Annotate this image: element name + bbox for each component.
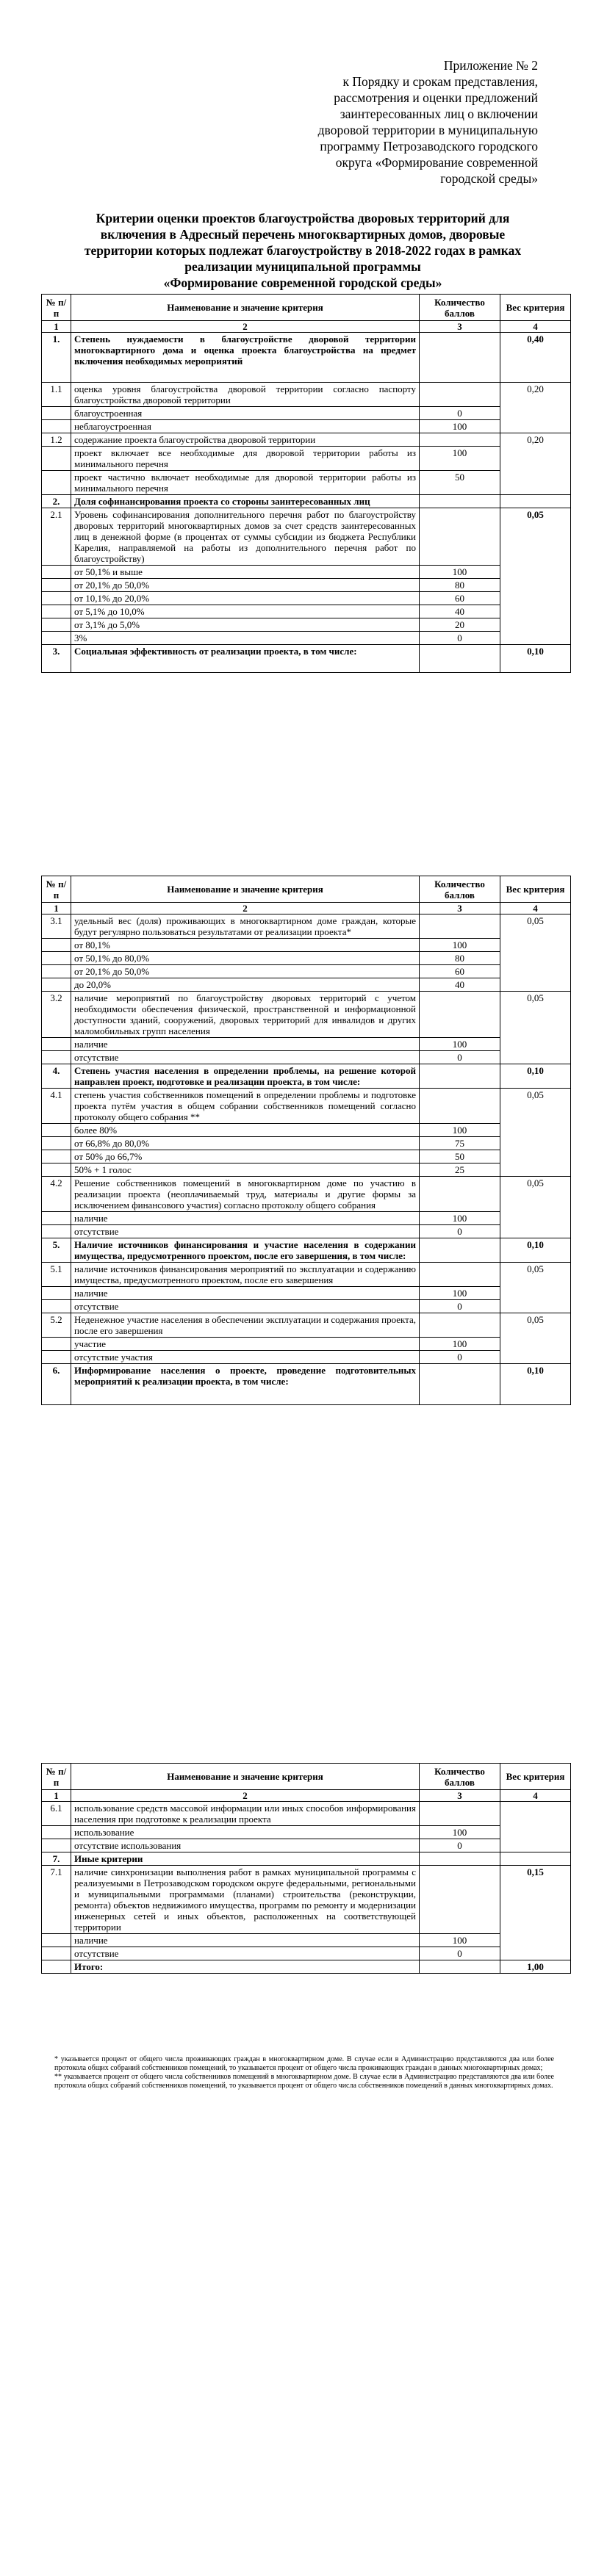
criterion-text: Социальная эффективность от реализации проекта, в том числе: bbox=[71, 645, 420, 673]
row-number: 5.2 bbox=[42, 1313, 71, 1338]
table-row bbox=[42, 471, 571, 495]
appendix-line: рассмотрения и оценки предложений bbox=[334, 90, 538, 105]
appendix-block bbox=[279, 57, 538, 187]
row-number bbox=[42, 605, 71, 618]
column-number: 1 bbox=[42, 321, 71, 333]
points-cell: 0 bbox=[420, 1225, 500, 1238]
option-label: наличие bbox=[71, 1934, 420, 1947]
row-number: 5.1 bbox=[42, 1263, 71, 1287]
row-number bbox=[42, 1338, 71, 1351]
points-cell: 25 bbox=[420, 1163, 500, 1177]
table-header-row bbox=[42, 295, 571, 321]
points-cell bbox=[420, 1064, 500, 1089]
points-cell: 0 bbox=[420, 1947, 500, 1960]
criterion-text: наличие источников финансирования мероприятий по эксплуатации и содержанию имущества, предусмотренного проектом, после его завершения bbox=[71, 1263, 420, 1287]
criterion-text: Иные критерии bbox=[71, 1852, 420, 1866]
table-row bbox=[42, 579, 571, 592]
option-label: от 50,1% и выше bbox=[71, 566, 420, 579]
points-cell bbox=[420, 1263, 500, 1287]
points-cell: 0 bbox=[420, 632, 500, 645]
row-number bbox=[42, 1287, 71, 1300]
table-row bbox=[42, 1826, 571, 1839]
weight-cell: 0,10 bbox=[500, 1064, 571, 1089]
table-row bbox=[42, 632, 571, 645]
criterion-text: наличие мероприятий по благоустройству дворовых территорий с учетом необходимости обеспечения физической, пространственной и информационной доступности зданий, сооружений, дворовых территорий для инвалидов и других маломобильных групп населения bbox=[71, 992, 420, 1038]
option-label: отсутствие bbox=[71, 1051, 420, 1064]
points-cell bbox=[420, 914, 500, 939]
footnote: ** указывается процент от общего числа собственников помещений в многоквартирном доме. В случае если в Администрацию представляются два или более протокола общих собраний собственников помещений, то указывается процент от общего числа собственников помещений в данных многоквартирных домах. bbox=[54, 2073, 554, 2090]
points-cell bbox=[420, 1089, 500, 1124]
weight-cell: 0,05 bbox=[500, 1313, 571, 1364]
appendix-line: программу Петрозаводского городского bbox=[320, 139, 538, 154]
appendix-line: Приложение № 2 bbox=[443, 58, 538, 73]
table-row bbox=[42, 605, 571, 618]
table-row bbox=[42, 1852, 571, 1866]
row-number: 2.1 bbox=[42, 508, 71, 566]
points-cell bbox=[420, 1866, 500, 1934]
points-cell: 100 bbox=[420, 566, 500, 579]
row-number bbox=[42, 939, 71, 952]
header-number: № п/п bbox=[42, 876, 71, 903]
appendix-line: заинтересованных лиц о включении bbox=[340, 107, 538, 121]
table-header-row bbox=[42, 1764, 571, 1790]
points-cell bbox=[420, 1364, 500, 1405]
header-criterion: Наименование и значение критерия bbox=[71, 295, 420, 321]
criterion-text: оценка уровня благоустройства дворовой территории согласно паспорту благоустройства дворовой территории bbox=[71, 383, 420, 407]
document-title bbox=[57, 210, 548, 291]
table-row bbox=[42, 592, 571, 605]
row-number: 5. bbox=[42, 1238, 71, 1263]
points-cell: 100 bbox=[420, 1338, 500, 1351]
table-row bbox=[42, 1934, 571, 1947]
table-row bbox=[42, 1177, 571, 1212]
table-row bbox=[42, 1064, 571, 1089]
table-row bbox=[42, 1287, 571, 1300]
criterion-text: Степень нуждаемости в благоустройстве дворовой территории многоквартирного дома и оценка проекта благоустройства на предмет включения необходимых мероприятий bbox=[71, 333, 420, 383]
table-row bbox=[42, 1364, 571, 1405]
table-row bbox=[42, 383, 571, 407]
points-cell bbox=[420, 508, 500, 566]
row-number bbox=[42, 1150, 71, 1163]
footnote: * указывается процент от общего числа проживающих граждан в многоквартирном доме. В случае если в Администрацию представляются два или более протокола общих собраний собственников помещений, то указывается процент от общего числа проживающих граждан в данных многоквартирных домах; bbox=[54, 2055, 554, 2072]
appendix-line: городской среды» bbox=[440, 171, 538, 186]
table-row bbox=[42, 1313, 571, 1338]
appendix-line: дворовой территории в муниципальную bbox=[317, 123, 538, 137]
row-number bbox=[42, 1137, 71, 1150]
points-cell bbox=[420, 495, 500, 508]
points-cell: 100 bbox=[420, 1826, 500, 1839]
row-number bbox=[42, 1947, 71, 1960]
row-number: 6. bbox=[42, 1364, 71, 1405]
table-row bbox=[42, 420, 571, 433]
option-label: наличие bbox=[71, 1038, 420, 1051]
points-cell bbox=[420, 1238, 500, 1263]
option-label: от 20,1% до 50,0% bbox=[71, 579, 420, 592]
row-number bbox=[42, 471, 71, 495]
column-number: 1 bbox=[42, 903, 71, 914]
option-label: отсутствие участия bbox=[71, 1351, 420, 1364]
title-line: территории которых подлежат благоустройству в 2018-2022 годах в рамках bbox=[84, 243, 522, 258]
points-cell: 20 bbox=[420, 618, 500, 632]
points-cell: 50 bbox=[420, 1150, 500, 1163]
option-label: неблагоустроенная bbox=[71, 420, 420, 433]
column-number: 4 bbox=[500, 1790, 571, 1802]
option-label: до 20,0% bbox=[71, 978, 420, 992]
row-number bbox=[42, 632, 71, 645]
option-label: от 80,1% bbox=[71, 939, 420, 952]
column-number-row bbox=[42, 1790, 571, 1802]
option-label: отсутствие bbox=[71, 1300, 420, 1313]
row-number bbox=[42, 420, 71, 433]
row-number: 7. bbox=[42, 1852, 71, 1866]
header-points: Количество баллов bbox=[420, 295, 500, 321]
table-row bbox=[42, 1238, 571, 1263]
header-criterion: Наименование и значение критерия bbox=[71, 876, 420, 903]
title-line: включения в Адресный перечень многоквартирных домов, дворовые bbox=[100, 227, 506, 242]
row-number bbox=[42, 1351, 71, 1364]
row-number bbox=[42, 1124, 71, 1137]
criterion-text: Решение собственников помещений в многоквартирном доме по участию в реализации проекта (неоплачиваемый труд, материалы и другие формы за исключением финансового участия) согласно протоколу общего собрания bbox=[71, 1177, 420, 1212]
table-row bbox=[42, 1225, 571, 1238]
option-label: наличие bbox=[71, 1287, 420, 1300]
option-label: от 50,1% до 80,0% bbox=[71, 952, 420, 965]
points-cell bbox=[420, 1313, 500, 1338]
table-row bbox=[42, 1839, 571, 1852]
weight-cell: 0,15 bbox=[500, 1866, 571, 1960]
table-row bbox=[42, 566, 571, 579]
table-row bbox=[42, 1150, 571, 1163]
column-number: 2 bbox=[71, 1790, 420, 1802]
points-cell: 60 bbox=[420, 965, 500, 978]
option-label: от 20,1% до 50,0% bbox=[71, 965, 420, 978]
row-number bbox=[42, 1839, 71, 1852]
table-row bbox=[42, 1866, 571, 1934]
points-cell bbox=[420, 383, 500, 407]
row-number: 7.1 bbox=[42, 1866, 71, 1934]
points-cell bbox=[420, 1177, 500, 1212]
row-number bbox=[42, 566, 71, 579]
column-number-row bbox=[42, 903, 571, 914]
row-number: 3.1 bbox=[42, 914, 71, 939]
row-number bbox=[42, 1960, 71, 1974]
row-number bbox=[42, 1038, 71, 1051]
option-label: отсутствие использования bbox=[71, 1839, 420, 1852]
row-number: 6.1 bbox=[42, 1802, 71, 1826]
table-row bbox=[42, 978, 571, 992]
points-cell: 80 bbox=[420, 952, 500, 965]
column-number: 4 bbox=[500, 903, 571, 914]
weight-cell: 0,10 bbox=[500, 1364, 571, 1405]
table-row bbox=[42, 1089, 571, 1124]
row-number bbox=[42, 407, 71, 420]
points-cell bbox=[420, 992, 500, 1038]
weight-cell bbox=[500, 495, 571, 508]
row-number: 1.1 bbox=[42, 383, 71, 407]
points-cell: 75 bbox=[420, 1137, 500, 1150]
row-number bbox=[42, 1163, 71, 1177]
option-label: более 80% bbox=[71, 1124, 420, 1137]
points-cell: 0 bbox=[420, 1351, 500, 1364]
weight-cell: 0,10 bbox=[500, 645, 571, 673]
row-number: 3.2 bbox=[42, 992, 71, 1038]
option-label: использование bbox=[71, 1826, 420, 1839]
criterion-text: содержание проекта благоустройства дворовой территории bbox=[71, 433, 420, 447]
points-cell: 40 bbox=[420, 978, 500, 992]
title-line: реализации муниципальной программы bbox=[184, 259, 421, 274]
option-label: проект включает все необходимые для дворовой территории работы из минимального перечня bbox=[71, 447, 420, 471]
weight-cell: 0,40 bbox=[500, 333, 571, 383]
points-cell: 100 bbox=[420, 1212, 500, 1225]
points-cell bbox=[420, 433, 500, 447]
points-cell: 40 bbox=[420, 605, 500, 618]
table-row bbox=[42, 1212, 571, 1225]
column-number: 3 bbox=[420, 1790, 500, 1802]
weight-cell: 0,20 bbox=[500, 383, 571, 433]
criterion-text: использование средств массовой информации или иных способов информирования населения при подготовке к реализации проекта bbox=[71, 1802, 420, 1826]
weight-cell bbox=[500, 1802, 571, 1852]
table-row bbox=[42, 1051, 571, 1064]
weight-cell: 0,20 bbox=[500, 433, 571, 495]
weight-cell: 0,05 bbox=[500, 508, 571, 645]
row-number: 4.1 bbox=[42, 1089, 71, 1124]
weight-cell: 0,05 bbox=[500, 914, 571, 992]
option-label: от 10,1% до 20,0% bbox=[71, 592, 420, 605]
points-cell: 100 bbox=[420, 1934, 500, 1947]
table-row bbox=[42, 433, 571, 447]
criteria-table-part-2 bbox=[41, 876, 571, 1405]
criteria-table-part-3 bbox=[41, 1763, 571, 1974]
table-row bbox=[42, 1124, 571, 1137]
header-points: Количество баллов bbox=[420, 876, 500, 903]
points-cell bbox=[420, 1802, 500, 1826]
criterion-text: наличие синхронизации выполнения работ в рамках муниципальной программы с реализуемыми в Петрозаводском городском округе федеральными, региональными и муниципальными программами (планами) строительства (реконструкции, ремонта) объектов недвижимого имущества, программ по ремонту и модернизации инженерных сетей и иных объектов, расположенных на соответствующей территории bbox=[71, 1866, 420, 1934]
option-label: проект частично включает необходимые для дворовой территории работы из минимального перечня bbox=[71, 471, 420, 495]
column-number: 3 bbox=[420, 321, 500, 333]
option-label: отсутствие bbox=[71, 1947, 420, 1960]
row-number: 3. bbox=[42, 645, 71, 673]
row-number: 2. bbox=[42, 495, 71, 508]
header-criterion: Наименование и значение критерия bbox=[71, 1764, 420, 1790]
weight-cell: 0,05 bbox=[500, 992, 571, 1064]
table-row bbox=[42, 618, 571, 632]
row-number bbox=[42, 978, 71, 992]
table-row bbox=[42, 407, 571, 420]
option-label: отсутствие bbox=[71, 1225, 420, 1238]
option-label: 50% + 1 голос bbox=[71, 1163, 420, 1177]
table-row bbox=[42, 1263, 571, 1287]
points-cell bbox=[420, 333, 500, 383]
table-row bbox=[42, 939, 571, 952]
table-row bbox=[42, 645, 571, 673]
points-cell bbox=[420, 645, 500, 673]
column-number: 3 bbox=[420, 903, 500, 914]
table-row bbox=[42, 1338, 571, 1351]
option-label: наличие bbox=[71, 1212, 420, 1225]
row-number bbox=[42, 965, 71, 978]
row-number bbox=[42, 1212, 71, 1225]
points-cell: 50 bbox=[420, 471, 500, 495]
total-row bbox=[42, 1960, 571, 1974]
weight-cell bbox=[500, 1852, 571, 1866]
table-row bbox=[42, 965, 571, 978]
header-number: № п/п bbox=[42, 1764, 71, 1790]
option-label: участие bbox=[71, 1338, 420, 1351]
table-row bbox=[42, 508, 571, 566]
row-number bbox=[42, 579, 71, 592]
option-label: от 50% до 66,7% bbox=[71, 1150, 420, 1163]
row-number: 4.2 bbox=[42, 1177, 71, 1212]
row-number: 4. bbox=[42, 1064, 71, 1089]
row-number bbox=[42, 447, 71, 471]
row-number bbox=[42, 952, 71, 965]
header-points: Количество баллов bbox=[420, 1764, 500, 1790]
table-row bbox=[42, 992, 571, 1038]
row-number bbox=[42, 1826, 71, 1839]
total-label: Итого: bbox=[71, 1960, 420, 1974]
points-cell bbox=[420, 1852, 500, 1866]
option-label: 3% bbox=[71, 632, 420, 645]
points-cell: 100 bbox=[420, 420, 500, 433]
table-row bbox=[42, 333, 571, 383]
header-weight: Вес критерия bbox=[500, 1764, 571, 1790]
header-number: № п/п bbox=[42, 295, 71, 321]
total-weight: 1,00 bbox=[500, 1960, 571, 1974]
weight-cell: 0,10 bbox=[500, 1238, 571, 1263]
points-cell: 80 bbox=[420, 579, 500, 592]
row-number bbox=[42, 1300, 71, 1313]
criterion-text: Степень участия населения в определении проблемы, на решение которой направлен проект, подготовке и реализации проекта, в том числе: bbox=[71, 1064, 420, 1089]
row-number bbox=[42, 1225, 71, 1238]
title-line: Критерии оценки проектов благоустройства дворовых территорий для bbox=[96, 211, 510, 226]
points-cell: 100 bbox=[420, 939, 500, 952]
weight-cell: 0,05 bbox=[500, 1089, 571, 1177]
column-number: 4 bbox=[500, 321, 571, 333]
row-number: 1.2 bbox=[42, 433, 71, 447]
row-number bbox=[42, 592, 71, 605]
table-row bbox=[42, 1038, 571, 1051]
points-cell: 100 bbox=[420, 1124, 500, 1137]
table-row bbox=[42, 495, 571, 508]
criterion-text: Информирование населения о проекте, проведение подготовительных мероприятий к реализации проекта, в том числе: bbox=[71, 1364, 420, 1405]
points-cell: 0 bbox=[420, 1300, 500, 1313]
table-header-row bbox=[42, 876, 571, 903]
points-cell: 0 bbox=[420, 407, 500, 420]
row-number: 1. bbox=[42, 333, 71, 383]
points-cell: 100 bbox=[420, 1287, 500, 1300]
points-cell: 0 bbox=[420, 1051, 500, 1064]
points-cell: 0 bbox=[420, 1839, 500, 1852]
appendix-line: к Порядку и срокам представления, bbox=[342, 74, 538, 89]
criteria-table-part-1 bbox=[41, 294, 571, 673]
header-weight: Вес критерия bbox=[500, 876, 571, 903]
weight-cell: 0,05 bbox=[500, 1177, 571, 1238]
table-row bbox=[42, 1300, 571, 1313]
criterion-text: Доля софинансирования проекта со стороны заинтересованных лиц bbox=[71, 495, 420, 508]
points-cell: 100 bbox=[420, 447, 500, 471]
option-label: от 5,1% до 10,0% bbox=[71, 605, 420, 618]
header-weight: Вес критерия bbox=[500, 295, 571, 321]
table-row bbox=[42, 1163, 571, 1177]
table-row bbox=[42, 1947, 571, 1960]
table-row bbox=[42, 952, 571, 965]
row-number bbox=[42, 618, 71, 632]
row-number bbox=[42, 1934, 71, 1947]
option-label: благоустроенная bbox=[71, 407, 420, 420]
table-row bbox=[42, 1351, 571, 1364]
column-number: 2 bbox=[71, 321, 420, 333]
table-row bbox=[42, 914, 571, 939]
option-label: от 66,8% до 80,0% bbox=[71, 1137, 420, 1150]
criterion-text: удельный вес (доля) проживающих в многоквартирном доме граждан, которые будут регулярно пользоваться результатами от реализации проекта* bbox=[71, 914, 420, 939]
title-line: «Формирование современной городской среды» bbox=[163, 275, 442, 290]
row-number bbox=[42, 1051, 71, 1064]
points-cell: 60 bbox=[420, 592, 500, 605]
points-cell bbox=[420, 1960, 500, 1974]
criterion-text: Уровень софинансирования дополнительного перечня работ по благоустройству дворовых территорий многоквартирных домов за счет средств заинтересованных лиц в денежной форме (в процентах от суммы субсидии из бюджета Республики Карелия, направляемой на работы из дополнительного перечня работ по благоустройству) bbox=[71, 508, 420, 566]
points-cell: 100 bbox=[420, 1038, 500, 1051]
weight-cell: 0,05 bbox=[500, 1263, 571, 1313]
appendix-line: округа «Формирование современной bbox=[335, 155, 538, 170]
table-row bbox=[42, 1137, 571, 1150]
criterion-text: Наличие источников финансирования и участие населения в содержании имущества, предусмотренного проектом, после его завершения, в том числе: bbox=[71, 1238, 420, 1263]
table-row bbox=[42, 1802, 571, 1826]
criterion-text: Неденежное участие населения в обеспечении эксплуатации и содержания проекта, после его завершения bbox=[71, 1313, 420, 1338]
table-row bbox=[42, 447, 571, 471]
column-number: 2 bbox=[71, 903, 420, 914]
criterion-text: степень участия собственников помещений в определении проблемы и подготовке проекта путём участия в общем собрании собственников помещений согласно протоколу общего собрания ** bbox=[71, 1089, 420, 1124]
option-label: от 3,1% до 5,0% bbox=[71, 618, 420, 632]
footnotes bbox=[54, 2055, 554, 2090]
column-number: 1 bbox=[42, 1790, 71, 1802]
column-number-row bbox=[42, 321, 571, 333]
